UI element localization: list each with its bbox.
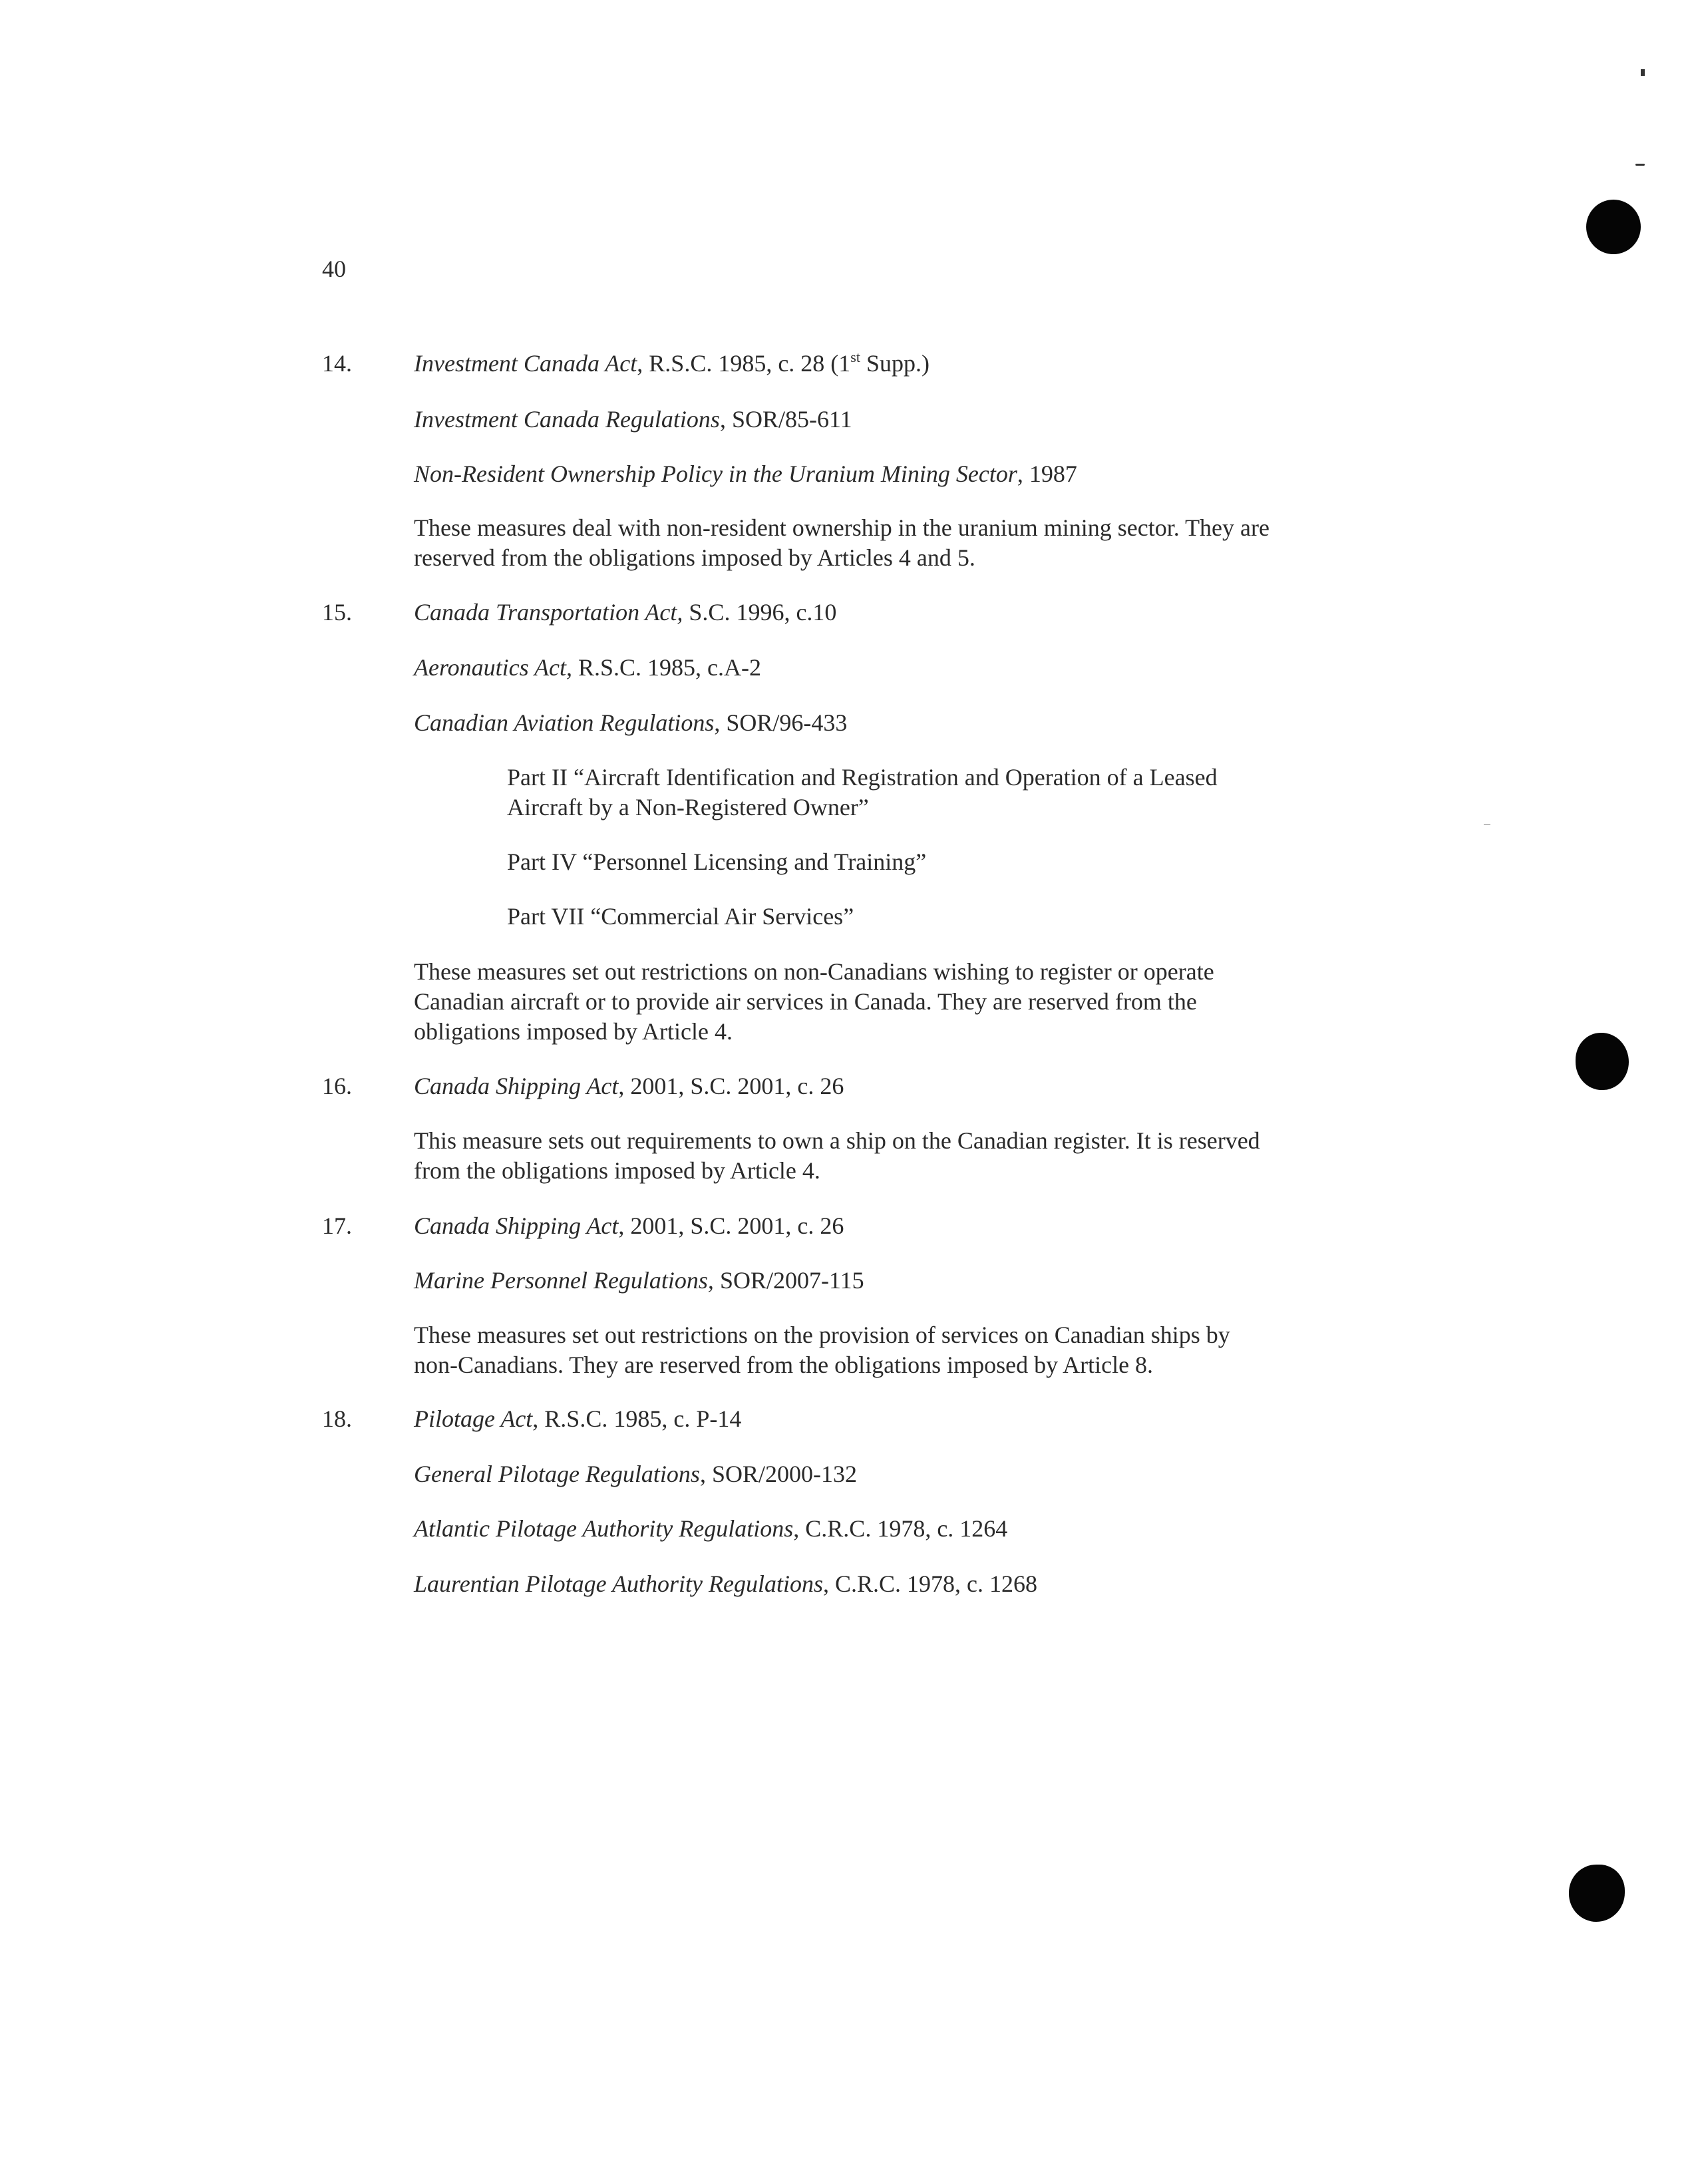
citation: , 2001, S.C. 2001, c. 26 <box>618 1212 844 1239</box>
entry-17-line-1 <box>414 1211 844 1240</box>
part-line: Part II “Aircraft Identification and Registration and Operation of a Leased <box>507 764 1218 791</box>
punch-hole-top <box>1586 200 1641 254</box>
entry-14-description <box>414 513 1359 573</box>
citation: , 1987 <box>1017 460 1077 487</box>
punch-hole-bottom <box>1569 1865 1625 1922</box>
citation: , R.S.C. 1985, c. P-14 <box>532 1405 742 1432</box>
part-line: Aircraft by a Non-Registered Owner” <box>507 794 869 820</box>
citation: , C.R.C. 1978, c. 1264 <box>793 1515 1008 1542</box>
entry-17-description <box>414 1320 1359 1380</box>
entry-number-16: 16. <box>322 1073 352 1099</box>
citation: SOR/2007-115 <box>713 1267 864 1294</box>
citation: , SOR/2000-132 <box>699 1461 857 1487</box>
part-line: Part VII “Commercial Air Services” <box>507 903 854 930</box>
act-title: Laurentian Pilotage Authority Regulations <box>414 1570 823 1597</box>
scan-speck <box>1635 164 1645 166</box>
act-title: Investment Canada Act <box>414 350 637 377</box>
entry-16-line-1 <box>414 1071 844 1101</box>
act-title: Investment Canada Regulations <box>414 406 720 433</box>
citation: R.S.C. 1985, c.A-2 <box>572 654 761 681</box>
act-title: General Pilotage Regulations <box>414 1461 700 1487</box>
entry-number-17: 17. <box>322 1212 352 1239</box>
entry-15-line-3 <box>414 708 847 737</box>
scan-speck <box>1641 69 1645 76</box>
act-title: Canada Shipping Act <box>414 1212 619 1239</box>
entry-15-description <box>414 957 1359 1047</box>
entry-15-line-2 <box>414 653 761 682</box>
description-line: This measure sets out requirements to own a ship on the Canadian register. It is reserved <box>414 1127 1260 1154</box>
entry-17-line-2 <box>414 1266 864 1295</box>
citation: S.C. 1996, c.10 <box>683 599 837 626</box>
description-line: obligations imposed by Article 4. <box>414 1018 733 1045</box>
act-title: Canada Transportation Act, <box>414 599 683 626</box>
act-title: Aeronautics Act, <box>414 654 572 681</box>
punch-hole-middle <box>1576 1033 1629 1090</box>
description-line: These measures set out restrictions on non-Canadians wishing to register or operate <box>414 958 1214 985</box>
description-line: These measures set out restrictions on the provision of services on Canadian ships by <box>414 1322 1230 1348</box>
citation: , R.S.C. 1985, c. 28 (1 <box>637 350 851 377</box>
citation-superscript: st <box>850 349 860 365</box>
entry-16-description <box>414 1126 1359 1186</box>
citation: , SOR/85-611 <box>719 406 852 433</box>
description-line: non-Canadians. They are reserved from the obligations imposed by Article 8. <box>414 1352 1154 1378</box>
citation-tail: Supp.) <box>860 350 929 377</box>
description-line: reserved from the obligations imposed by Articles 4 and 5. <box>414 544 975 571</box>
description-line: from the obligations imposed by Article 4. <box>414 1157 820 1184</box>
entry-number-15: 15. <box>322 599 352 626</box>
entry-14-line-3 <box>414 459 1077 488</box>
description-line: These measures deal with non-resident ownership in the uranium mining sector. They are <box>414 514 1269 541</box>
act-title: Marine Personnel Regulations, <box>414 1267 714 1294</box>
entry-14-line-1 <box>414 349 929 378</box>
entry-18-line-3 <box>414 1514 1007 1543</box>
act-title: Canada Shipping Act <box>414 1073 619 1099</box>
entry-number-14: 14. <box>322 350 352 377</box>
part-line: Part IV “Personnel Licensing and Training” <box>507 848 927 875</box>
entry-number-18: 18. <box>322 1405 352 1432</box>
act-title: Non-Resident Ownership Policy in the Uranium Mining Sector <box>414 460 1017 487</box>
citation: , C.R.C. 1978, c. 1268 <box>822 1570 1037 1597</box>
entry-14-line-2 <box>414 405 852 434</box>
citation: , SOR/96-433 <box>714 709 848 736</box>
description-line: Canadian aircraft or to provide air services in Canada. They are reserved from the <box>414 988 1197 1015</box>
entry-15-part-2 <box>507 763 1319 822</box>
page-number: 40 <box>322 256 346 282</box>
entry-18-line-2 <box>414 1459 857 1489</box>
entry-15-part-7 <box>507 902 1319 932</box>
entry-15-part-4 <box>507 847 1319 877</box>
entry-18-line-4 <box>414 1569 1037 1598</box>
act-title: Pilotage Act <box>414 1405 533 1432</box>
entry-15-line-1 <box>414 598 836 627</box>
act-title: Canadian Aviation Regulations <box>414 709 715 736</box>
citation: , 2001, S.C. 2001, c. 26 <box>618 1073 844 1099</box>
act-title: Atlantic Pilotage Authority Regulations <box>414 1515 794 1542</box>
entry-18-line-1 <box>414 1404 741 1433</box>
scan-speck <box>1484 824 1490 825</box>
